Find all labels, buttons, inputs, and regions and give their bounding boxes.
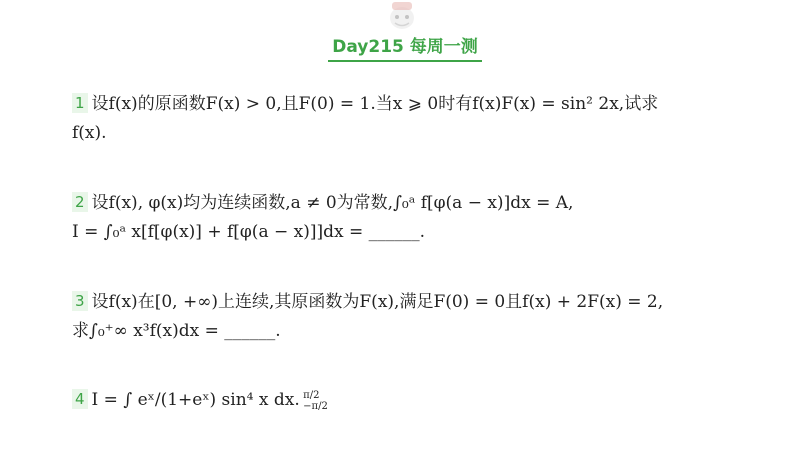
problem-1: [72, 90, 762, 148]
page-title: [0, 32, 810, 57]
integral-limits: [303, 390, 328, 412]
problem-number: 4: [72, 389, 88, 409]
problem-2-line-2: I = ∫₀ᵃ x[f[φ(x)] + f[φ(a − x)]]dx = ______.: [72, 222, 426, 242]
problem-4-line-1: [72, 386, 762, 415]
page-title-text: Day215 每周一测: [328, 37, 482, 62]
problem-number: 1: [72, 93, 88, 113]
problem-text: 设f(x)在[0, +∞)上连续,其原函数为F(x),满足F(0) = 0且f(x) + 2F(x) = 2,: [91, 292, 664, 312]
problem-text: 设f(x), φ(x)均为连续函数,a ≠ 0为常数,∫₀ᵃ f[φ(a − x)]dx = A,: [91, 193, 574, 213]
integral-lower-limit: −π/2: [303, 400, 328, 412]
problem-3-line-1: [72, 288, 762, 317]
mascot-watermark-icon: [380, 0, 424, 30]
problem-text: I = ∫ eˣ/(1+eˣ) sin⁴ x dx.: [91, 390, 300, 410]
problem-1-line-1: [72, 90, 762, 119]
problem-2: [72, 189, 762, 247]
problem-4: [72, 386, 762, 415]
problem-number: 2: [72, 192, 88, 212]
integral-upper-limit: π/2: [303, 389, 320, 401]
problem-3-line-2: 求∫₀⁺∞ x³f(x)dx = ______.: [72, 321, 281, 341]
problem-2-line-1: [72, 189, 762, 218]
problem-text: 设f(x)的原函数F(x) > 0,且F(0) = 1.当x ⩾ 0时有f(x)F(x) = sin² 2x,试求: [91, 94, 659, 114]
problem-number: 3: [72, 291, 88, 311]
problem-3: [72, 288, 762, 346]
problem-1-line-2: f(x).: [72, 123, 107, 143]
